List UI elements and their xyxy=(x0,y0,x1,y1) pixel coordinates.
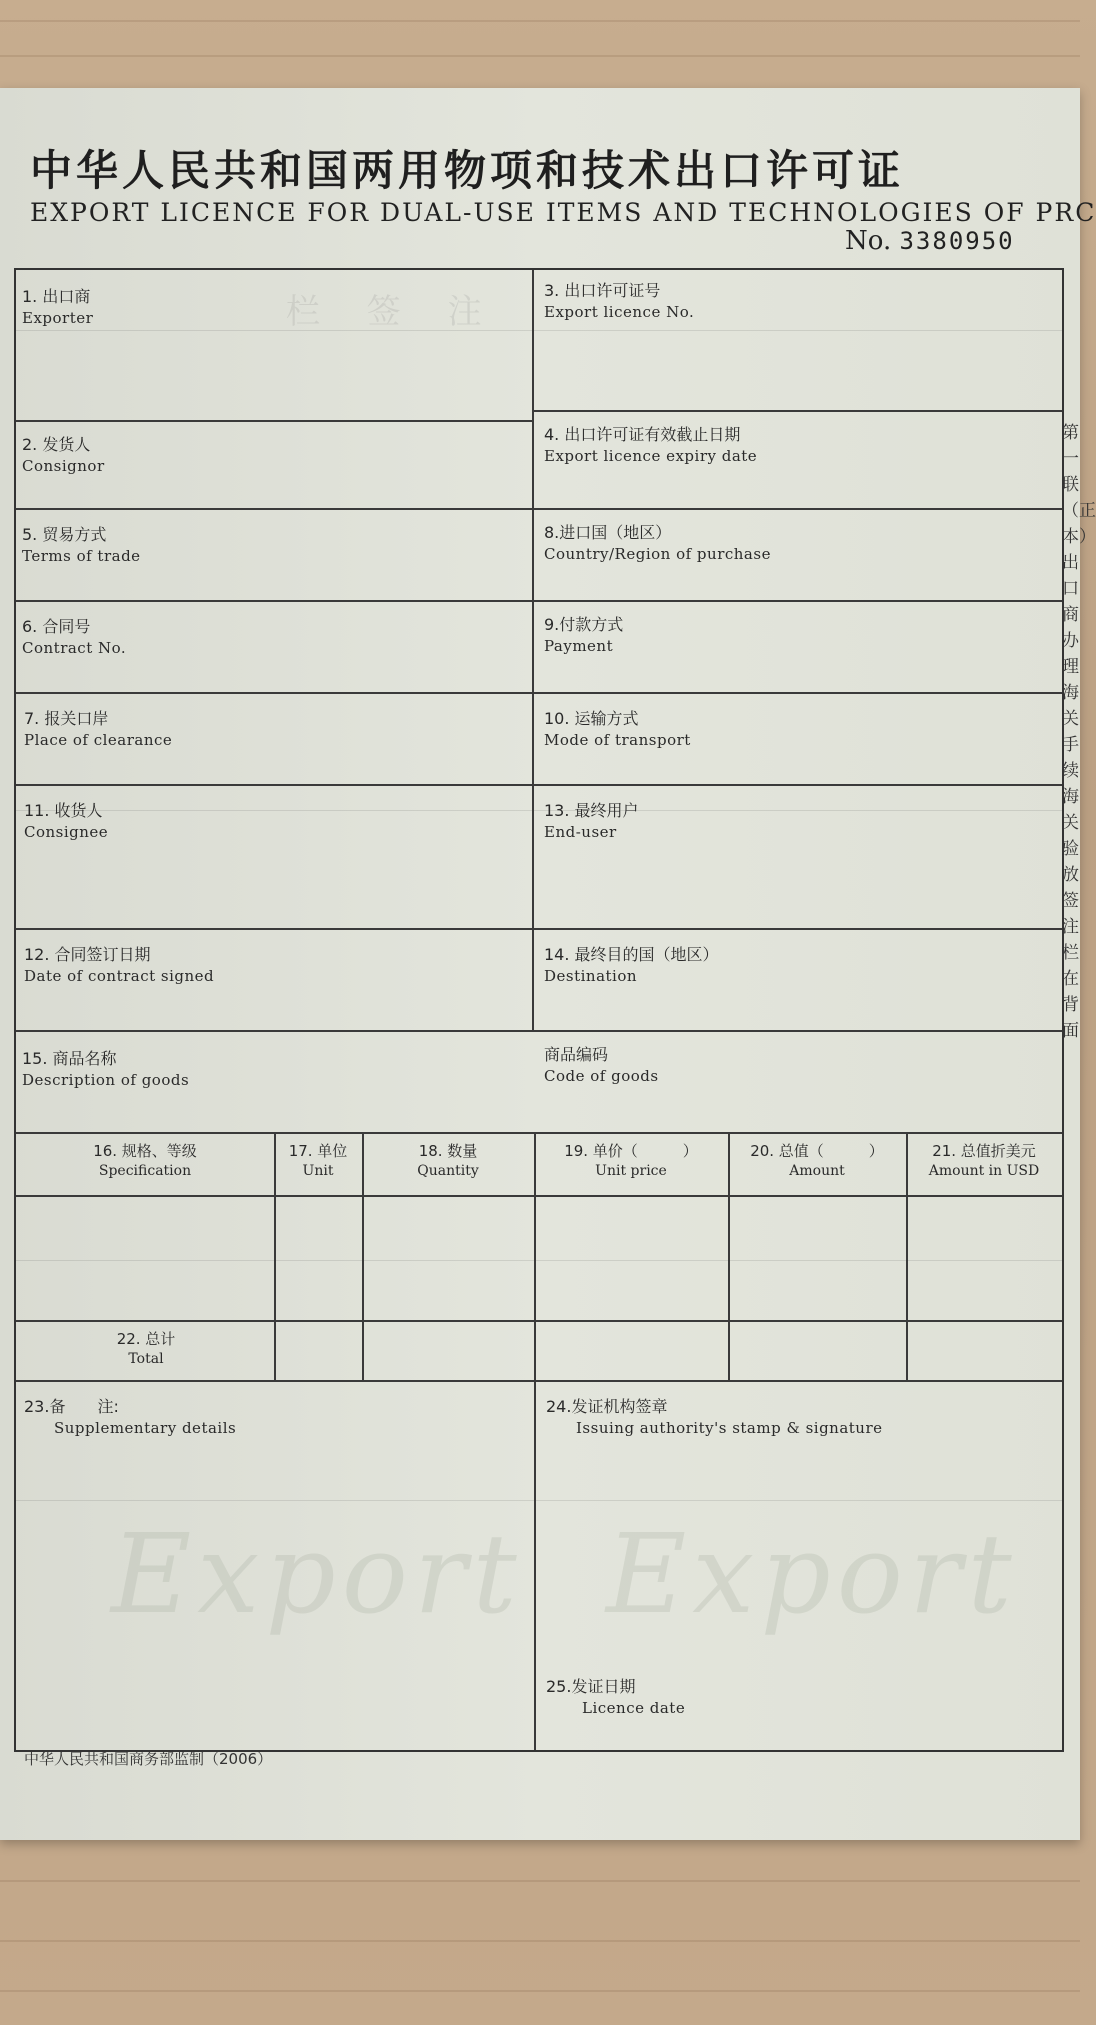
faint-line xyxy=(16,1500,1062,1501)
serial-value: 3380950 xyxy=(899,227,1015,255)
field-destination: 14. 最终目的国（地区） Destination xyxy=(544,945,719,985)
col-line xyxy=(534,1132,536,1750)
row-line xyxy=(16,1380,1062,1382)
faint-line xyxy=(16,330,1062,331)
field-exporter: 1. 出口商 Exporter xyxy=(22,287,94,327)
faint-line xyxy=(16,810,1062,811)
background-stamp: 栏 签 注 xyxy=(286,292,500,332)
field-country-of-purchase: 8.进口国（地区） Country/Region of purchase xyxy=(544,523,771,563)
field-contract-no: 6. 合同号 Contract No. xyxy=(22,617,127,657)
field-licence-date: 25.发证日期 Licence date xyxy=(546,1677,686,1717)
field-mode-of-transport: 10. 运输方式 Mode of transport xyxy=(544,709,691,749)
row-line xyxy=(532,410,1062,412)
watermark-right: Export xyxy=(606,1510,1018,1638)
row-line xyxy=(16,692,1062,694)
licence-form xyxy=(14,268,1064,1752)
header-quantity: 18. 数量 Quantity xyxy=(417,1142,479,1179)
row-line xyxy=(16,600,1062,602)
wood-grain xyxy=(0,1880,1080,1882)
field-expiry-date: 4. 出口许可证有效截止日期 Export licence expiry date xyxy=(544,425,758,465)
row-line xyxy=(16,928,1062,930)
footer-supervision: 中华人民共和国商务部监制（2006） xyxy=(24,1750,273,1768)
wood-grain xyxy=(0,20,1080,22)
row-line xyxy=(16,420,532,422)
serial-label: No. xyxy=(845,226,892,256)
side-copy-note: 第一联（正本）出口商办理海关手续 海关验放签注栏在背面 xyxy=(1062,423,1096,1041)
total-label: 22. 总计 Total xyxy=(116,1330,176,1367)
wood-grain xyxy=(0,1990,1080,1992)
field-payment: 9.付款方式 Payment xyxy=(544,615,624,655)
field-consignee: 11. 收货人 Consignee xyxy=(24,801,109,841)
field-code-of-goods: 商品编码 Code of goods xyxy=(544,1045,659,1085)
licence-paper xyxy=(0,88,1096,1840)
header-unit: 17. 单位 Unit xyxy=(288,1142,348,1179)
wood-grain xyxy=(0,1940,1080,1942)
row-line xyxy=(16,508,1062,510)
field-issuing-authority: 24.发证机构签章 Issuing authority's stamp & signature xyxy=(546,1397,883,1437)
wood-grain xyxy=(0,55,1080,57)
field-consignor: 2. 发货人 Consignor xyxy=(22,435,105,475)
field-licence-no: 3. 出口许可证号 Export licence No. xyxy=(544,281,695,321)
field-remarks: 23.备 注: Supplementary details xyxy=(24,1397,237,1437)
field-place-of-clearance: 7. 报关口岸 Place of clearance xyxy=(24,709,173,749)
watermark-left: Export xyxy=(111,1510,523,1638)
header-amount: 20. 总值（ ） Amount xyxy=(750,1142,884,1179)
col-line xyxy=(532,270,534,1030)
title-chinese: 中华人民共和国两用物项和技术出口许可证 xyxy=(30,146,905,195)
field-contract-date: 12. 合同签订日期 Date of contract signed xyxy=(24,945,215,985)
header-specification: 16. 规格、等级 Specification xyxy=(93,1142,197,1179)
field-terms-of-trade: 5. 贸易方式 Terms of trade xyxy=(22,525,141,565)
header-amount-usd: 21. 总值折美元 Amount in USD xyxy=(928,1142,1040,1179)
serial-number xyxy=(845,226,1015,256)
field-description-of-goods: 15. 商品名称 Description of goods xyxy=(22,1049,190,1089)
title-english: EXPORT LICENCE FOR DUAL-USE ITEMS AND TECHNOLOGIES OF PRC xyxy=(30,198,1096,227)
field-end-user: 13. 最终用户 End-user xyxy=(544,801,639,841)
header-unit-price: 19. 单价（ ） Unit price xyxy=(564,1142,698,1179)
row-line xyxy=(16,784,1062,786)
row-line xyxy=(16,1030,1062,1032)
